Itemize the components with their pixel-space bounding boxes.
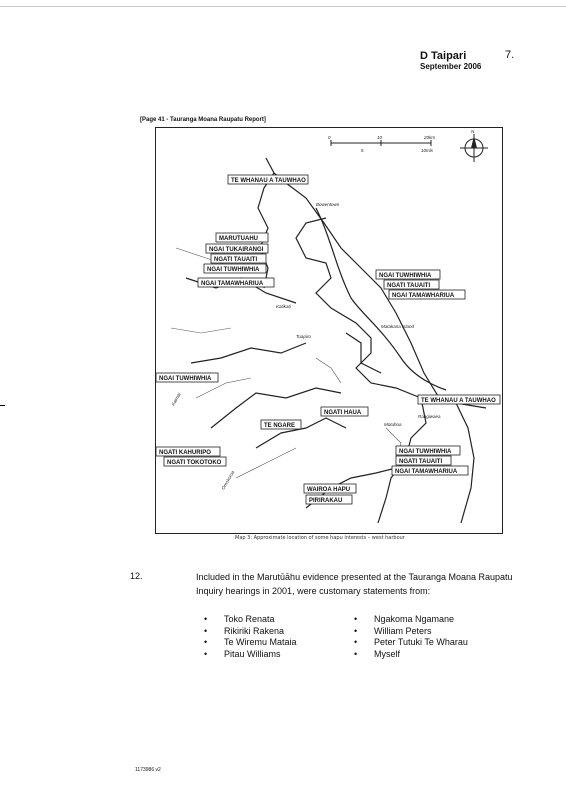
svg-text:NGAI TAMAWHARIUA: NGAI TAMAWHARIUA [392,293,455,299]
page-number: 7. [505,49,515,61]
list-item: • William Peters [346,626,468,638]
statement-list-right [346,614,468,660]
list-item: • Pitau Williams [196,649,297,661]
map-label-wairoa-hapu [304,484,356,493]
svg-text:NGAI TUWHIWHIA: NGAI TUWHIWHIA [207,267,260,273]
map-label-ngati-tauaiti-east [384,280,439,289]
svg-text:NGAI TUWHIWHIA: NGAI TUWHIWHIA [159,376,212,382]
top-rule [0,6,566,7]
svg-text:NGATI TAUAITI: NGATI TAUAITI [387,283,431,289]
map-label-te-ngare [261,420,301,429]
list-item: • Ngakoma Ngamane [346,614,468,626]
header-author: D Taipari [420,50,467,62]
map-label-ngai-tamawhariua-east [389,290,465,299]
svg-text:MARUTUAHU: MARUTUAHU [219,236,258,242]
scale-tick-20: 20km [424,135,436,140]
list-item: • Peter Tutuki Te Wharau [346,637,468,649]
place-kaimai: Kaimai [170,392,182,407]
svg-text:NGATI KAHURIPO: NGATI KAHURIPO [159,450,211,456]
svg-text:TE WHANAU A TAUWHAO: TE WHANAU A TAUWHAO [231,178,306,184]
hapu-map [155,127,503,534]
place-bowentown: Bowentown [316,202,340,207]
svg-text:NGAI TAMAWHARIUA: NGAI TAMAWHARIUA [201,281,264,287]
header-date: September 2006 [420,62,482,71]
map-label-te-whanau-a-tauwhao-south [418,395,500,404]
place-tuapiro: Tuapiro [296,334,311,339]
svg-text:TE NGARE: TE NGARE [264,423,296,429]
list-item: • Myself [346,649,468,661]
scale-bar [328,135,435,153]
svg-text:NGAI TAMAWHARIUA: NGAI TAMAWHARIUA [395,469,458,475]
svg-text:NGATI TOKOTOKO: NGATI TOKOTOKO [167,460,222,466]
place-motuhoa: Motuhoa [384,422,402,427]
map-drawing [156,128,502,533]
map-label-ngai-tuwhiwhia [204,264,266,273]
svg-text:NGAI TUWHIWHIA: NGAI TUWHIWHIA [399,449,452,455]
document-id: 1173986 v2 [135,767,161,773]
scale-tick-10mls: 10mls [421,148,434,153]
svg-text:NGATI TAUAITI: NGATI TAUAITI [399,459,443,465]
map-label-ngai-tuwhiwhia-east [376,270,440,279]
map-label-ngati-haua [321,407,368,416]
scale-tick-5: 5 [361,148,364,153]
scale-tick-0: 0 [328,135,331,140]
place-katikati: Katikati [276,304,291,309]
svg-text:NGAI TUWHIWHIA: NGAI TUWHIWHIA [379,273,432,279]
map-label-pirirakau [306,495,352,504]
map-label-ngati-tokotoko [164,457,226,466]
list-item: • Toko Renata [196,614,297,626]
map-label-ngai-tukairangi [206,244,268,253]
place-rangiwaea: Rangiwaea [418,414,441,419]
map-label-ngati-tauaiti [211,254,266,263]
svg-text:PIRIRAKAU: PIRIRAKAU [309,498,343,504]
place-matakana-island: Matakana Island [381,324,415,329]
map-label-ngai-tuwhiwhia-south [396,446,460,455]
map-source-caption: [Page 41 - Tauranga Moana Raupatu Report] [140,117,266,123]
paragraph-number: 12. [130,571,143,581]
statement-list-left [196,614,297,660]
map-label-ngati-tauaiti-south [396,456,451,465]
list-item: • Te Wiremu Mataia [196,637,297,649]
svg-text:TE WHANAU A TAUWHAO: TE WHANAU A TAUWHAO [421,398,496,404]
map-caption: Map 3: Approximate location of some hapu interests – west harbour [235,535,405,541]
map-label-te-whanau-a-tauwhao [228,175,308,184]
svg-text:NGAI TUKAIRANGI: NGAI TUKAIRANGI [209,247,264,253]
scale-tick-10: 10 [377,135,383,140]
map-label-ngati-kahuripo [156,447,220,456]
map-label-ngai-tamawhariua [198,278,274,287]
compass-north: N [471,129,475,134]
svg-text:WAIROA HAPU: WAIROA HAPU [307,487,351,493]
map-label-marutuahu [216,233,268,242]
place-omokoroa: Omokoroa [220,469,236,491]
svg-text:NGATI TAUAITI: NGATI TAUAITI [214,257,258,263]
map-label-ngai-tamawhariua-south [392,466,468,475]
paragraph-text: Included in the Marutūāhu evidence presented at the Tauranga Moana Raupatu Inquiry hearings in 2001, were customary statements from: [196,572,513,596]
svg-text:NGATI HAUA: NGATI HAUA [324,410,362,416]
list-item: • Rikiriki Rakena [196,626,297,638]
compass-icon [460,129,488,162]
margin-mark [0,405,5,406]
map-label-ngai-tuwhiwhia-west [156,373,218,382]
